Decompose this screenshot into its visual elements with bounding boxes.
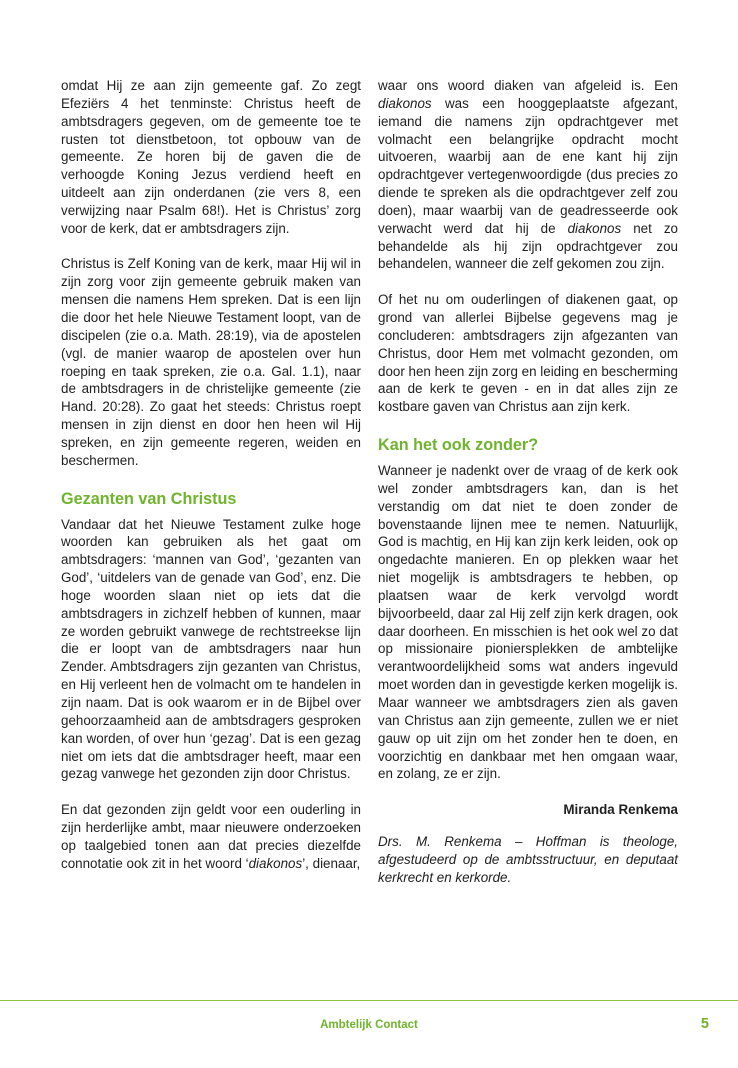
paragraph-text: En dat gezonden zijn geldt voor een ouderling in zijn herderlijke ambt, maar nieuwere onderzoeken op taalgebied tonen aan dat precies diezelfde connotatie ook zit in het woord ‘ [61, 802, 361, 871]
right-column [378, 77, 678, 904]
section-heading: Gezanten van Christus [61, 489, 237, 508]
greek-term: diakonos [248, 855, 303, 871]
left-column [61, 77, 361, 890]
greek-term: diakonos [567, 220, 622, 236]
paragraph: Christus is Zelf Koning van de kerk, maar Hij wil in zijn zorg voor zijn gemeente gebruik maken van mensen die namens Hem spreken. Dat is een lijn die door het hele Nieuwe Testament loopt, van de discipelen (zie o.a. Math. 28:19), via de apostelen (vgl. de manier waarop de apostelen over hun roeping en taak spreken, zie o.a. Gal. 1.1), naar de ambtsdragers in de christelijke gemeente (zie Hand. 20:28). Zo gaat het steeds: Christus roept mensen in zijn dienst en door hen heen wil Hij spreken, en zijn gemeente regeren, weiden en beschermen. [61, 256, 361, 468]
magazine-title: Ambtelijk Contact [320, 1019, 418, 1031]
paragraph-text: ’, dienaar, [302, 855, 361, 871]
footer-divider [0, 1000, 738, 1001]
section-heading: Kan het ook zonder? [378, 436, 539, 455]
paragraph [61, 801, 361, 872]
paragraph-text: net zo behandelde als hij zijn opdrachtgever zou behandelen, wanneer die zelf gekomen zou zijn. [378, 220, 678, 272]
author-bio: Drs. M. Renkema – Hoffman is theologe, afgestudeerd op de ambtsstructuur, en deputaat kerkrecht en kerkorde. [378, 833, 678, 885]
paragraph-text: was een hooggeplaatste afgezant, iemand die namens zijn opdrachtgever met volmacht een belangrijke opdracht mocht uitvoeren, waarbij aan de ene kant hij zijn opdrachtgever vertegenwoordigde (dus precies zo diende te spreken als die opdrachtgever zelf zou doen), maar waarbij van de geadresseerde ook verwacht werd dat hij de [378, 95, 678, 236]
paragraph-text: waar ons woord diaken van afgeleid is. Een [378, 78, 678, 93]
page-number: 5 [700, 1016, 709, 1032]
paragraph: Of het nu om ouderlingen of diakenen gaat, op grond van allerlei Bijbelse gegevens mag je concluderen: ambtsdragers zijn afgezanten van Christus, door Hem met volmacht gezonden, om door hen heen zijn zorg en leiding en bescherming aan de kerk te geven - en in dat alles zijn ze kostbare gaven van Christus aan zijn kerk. [378, 292, 679, 415]
paragraph: omdat Hij ze aan zijn gemeente gaf. Zo zegt Efeziërs 4 het tenminste: Christus heeft de ambtsdragers gegeven, om de gemeente toe te rusten tot dienstbetoon, tot opbouw van de gemeente. Ze horen bij de gaven die de verhoogde Koning Jezus verdiend heeft en uitdeelt aan zijn onderdanen (zie vers 8, een verwijzing naar Psalm 68!). Het is Christus’ zorg voor de kerk, dat er ambtsdragers zijn. [61, 78, 361, 236]
author-name: Miranda Renkema [563, 802, 678, 818]
paragraph: Wanneer je nadenkt over de vraag of de kerk ook wel zonder ambtsdragers kan, dan is het verstandig om dat niet te doen zonder de bovenstaande lijnen mee te nemen. Natuurlijk, God is machtig, en Hij kan zijn kerk leiden, ook op ongedachte manieren. En op plekken waar het niet mogelijk is ambtsdragers te hebben, op plaatsen waar de kerk vervolgd wordt bijvoorbeeld, daar zal Hij zelf zijn kerk dragen, ook daar doorheen. En misschien is het ook wel zo dat op missionaire pioniersplekken de ambtelijke verantwoordelijkheid soms wat anders ingevuld moet worden dan in gevestigde kerken mogelijk is. Maar wanneer we ambtsdragers zien als gaven van Christus aan zijn gemeente, zullen we er niet gauw op uit zijn om het zonder hen te doen, en voorzichtig en dankbaar met hen omgaan waar, en zolang, ze er zijn. [378, 463, 678, 782]
paragraph: Vandaar dat het Nieuwe Testament zulke hoge woorden kan gebruiken als het gaat om ambtsdragers: ‘mannen van God’, ‘gezanten van God’, ‘uitdelers van de genade van God’, enz. Die hoge woorden slaan niet op iets dat die ambtsdragers in zichzelf hebben of kunnen, maar ze worden gebruikt vanwege de rechtstreekse lijn die er loopt van de ambtsdragers naar hun Zender. Ambtsdragers zijn gezanten van Christus, en Hij verleent hen de volmacht om te handelen in zijn naam. Dat is ook waarom er in de Bijbel over gehoorzaamheid aan de ambtsdragers gesproken kan worden, of over hun ‘gezag’. Dat is een gezag niet om iets dat die ambtsdrager heeft, maar een gezag vanwege het gezonden zijn door Christus. [61, 516, 361, 782]
greek-term: diakonos [378, 95, 432, 111]
paragraph [378, 77, 678, 273]
